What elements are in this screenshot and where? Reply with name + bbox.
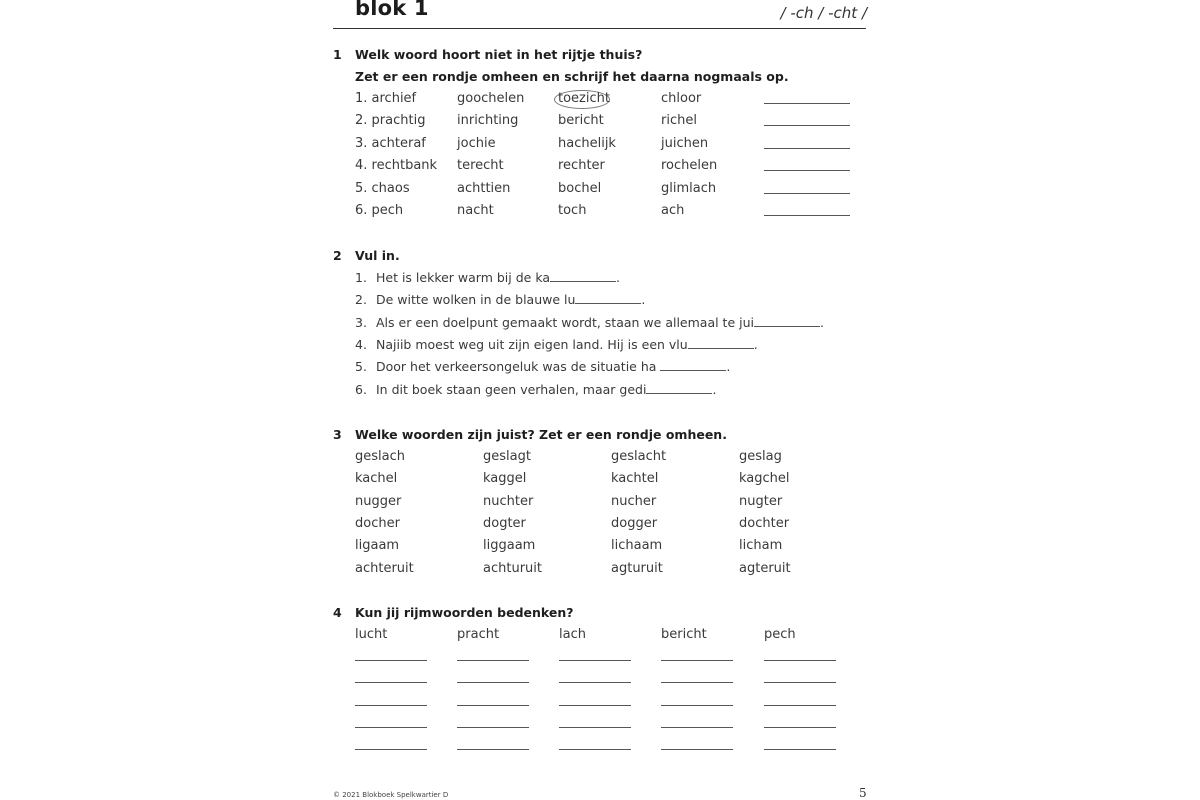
word-option[interactable]: nugter bbox=[739, 494, 783, 509]
rhyme-answer-line[interactable] bbox=[559, 660, 631, 661]
fill-in-sentence bbox=[376, 315, 824, 330]
word-option[interactable]: agteruit bbox=[739, 561, 791, 576]
word-item[interactable]: richel bbox=[661, 113, 697, 128]
rhyme-answer-line[interactable] bbox=[559, 727, 631, 728]
question-2-instruction: Vul in. bbox=[355, 248, 400, 263]
fill-in-blank[interactable] bbox=[575, 293, 641, 304]
word-item[interactable]: glimlach bbox=[661, 181, 717, 196]
sentence-text: Als er een doelpunt gemaakt wordt, staan we allemaal te jui bbox=[376, 315, 754, 330]
answer-line[interactable] bbox=[764, 215, 850, 216]
word-item[interactable]: goochelen bbox=[457, 91, 525, 106]
sentence-text: Het is lekker warm bij de ka bbox=[376, 270, 551, 285]
word-option[interactable]: nugger bbox=[355, 494, 402, 509]
rhyme-word: pech bbox=[764, 627, 796, 642]
spelling-theme: / -ch / -cht / bbox=[780, 4, 867, 22]
question-2-number: 2 bbox=[333, 248, 342, 263]
word-option[interactable]: nucher bbox=[611, 494, 657, 509]
sentence-end: . bbox=[726, 359, 731, 374]
word-option[interactable]: lichaam bbox=[611, 538, 663, 553]
word-option[interactable]: kachtel bbox=[611, 471, 659, 486]
question-1-instruction: Welk woord hoort niet in het rijtje thuis? bbox=[355, 47, 643, 62]
fill-in-sentence bbox=[376, 270, 620, 285]
word-item[interactable]: terecht bbox=[457, 158, 504, 173]
sentence-number: 2. bbox=[355, 292, 367, 307]
sentence-end: . bbox=[641, 292, 646, 307]
word-item-numbered[interactable]: 3. achteraf bbox=[355, 136, 426, 151]
sentence-number: 3. bbox=[355, 315, 367, 330]
rhyme-answer-line[interactable] bbox=[355, 660, 427, 661]
word-option[interactable]: nuchter bbox=[483, 494, 534, 509]
rhyme-answer-line[interactable] bbox=[559, 749, 631, 750]
answer-line[interactable] bbox=[764, 148, 850, 149]
rhyme-word: lucht bbox=[355, 627, 388, 642]
word-item[interactable]: ach bbox=[661, 203, 685, 218]
word-item[interactable]: inrichting bbox=[457, 113, 519, 128]
question-1-instruction-2: Zet er een rondje omheen en schrijf het daarna nogmaals op. bbox=[355, 69, 789, 84]
rhyme-answer-line[interactable] bbox=[355, 749, 427, 750]
sentence-end: . bbox=[753, 337, 758, 352]
word-item-numbered[interactable]: 5. chaos bbox=[355, 181, 410, 196]
word-option[interactable]: dochter bbox=[739, 516, 790, 531]
rhyme-answer-line[interactable] bbox=[764, 705, 836, 706]
word-item[interactable]: nacht bbox=[457, 203, 494, 218]
sentence-text: Door het verkeersongeluk was de situatie ha bbox=[376, 359, 661, 374]
word-item-numbered[interactable]: 4. rechtbank bbox=[355, 158, 438, 173]
sentence-number: 4. bbox=[355, 337, 367, 352]
sentence-number: 1. bbox=[355, 270, 367, 285]
question-4-instruction: Kun jij rijmwoorden bedenken? bbox=[355, 605, 574, 620]
rhyme-answer-line[interactable] bbox=[355, 727, 427, 728]
sentence-end: . bbox=[616, 270, 620, 285]
word-option[interactable]: agturuit bbox=[611, 561, 663, 576]
word-item[interactable]: chloor bbox=[661, 91, 702, 106]
word-item[interactable]: hachelijk bbox=[558, 136, 616, 151]
rhyme-answer-line[interactable] bbox=[559, 682, 631, 683]
fill-in-sentence bbox=[376, 382, 716, 397]
word-option[interactable]: geslag bbox=[739, 449, 782, 464]
sentence-end: . bbox=[712, 382, 717, 397]
fill-in-blank[interactable] bbox=[754, 316, 820, 327]
rhyme-answer-line[interactable] bbox=[764, 682, 836, 683]
rhyme-answer-line[interactable] bbox=[764, 660, 836, 661]
rhyme-answer-line[interactable] bbox=[661, 727, 733, 728]
answer-line[interactable] bbox=[764, 193, 850, 194]
fill-in-blank[interactable] bbox=[660, 360, 726, 371]
question-4-number: 4 bbox=[333, 605, 342, 620]
sentence-number: 5. bbox=[355, 359, 367, 374]
word-option[interactable]: achturuit bbox=[483, 561, 542, 576]
rhyme-answer-line[interactable] bbox=[457, 727, 529, 728]
sentence-text: Najiib moest weg uit zijn eigen land. Hij is een vlu bbox=[376, 337, 688, 352]
question-1-number: 1 bbox=[333, 47, 342, 62]
sentence-end: . bbox=[820, 315, 824, 330]
word-item[interactable]: toezicht bbox=[558, 91, 610, 106]
word-option[interactable]: kachel bbox=[355, 471, 398, 486]
rhyme-answer-line[interactable] bbox=[764, 749, 836, 750]
word-option[interactable]: licham bbox=[739, 538, 783, 553]
rhyme-answer-line[interactable] bbox=[661, 660, 733, 661]
word-option[interactable]: kaggel bbox=[483, 471, 527, 486]
word-item[interactable]: bericht bbox=[558, 113, 604, 128]
word-item[interactable]: rechter bbox=[558, 158, 605, 173]
word-item-numbered[interactable]: 2. prachtig bbox=[355, 113, 426, 128]
rhyme-word: pracht bbox=[457, 627, 500, 642]
copyright-footer: © 2021 Blokboek Spelkwartier D bbox=[333, 791, 449, 799]
word-option[interactable]: docher bbox=[355, 516, 400, 531]
answer-line[interactable] bbox=[764, 170, 850, 171]
word-item[interactable]: rochelen bbox=[661, 158, 718, 173]
question-3-number: 3 bbox=[333, 427, 342, 442]
word-option[interactable]: geslacht bbox=[611, 449, 667, 464]
word-item[interactable]: bochel bbox=[558, 181, 602, 196]
fill-in-sentence bbox=[376, 359, 730, 374]
word-option[interactable]: achteruit bbox=[355, 561, 414, 576]
fill-in-sentence bbox=[376, 337, 758, 352]
word-item-numbered[interactable]: 6. pech bbox=[355, 203, 404, 218]
rhyme-answer-line[interactable] bbox=[457, 660, 529, 661]
answer-line[interactable] bbox=[764, 125, 850, 126]
rhyme-answer-line[interactable] bbox=[457, 705, 529, 706]
sentence-number: 6. bbox=[355, 382, 367, 397]
question-3-instruction: Welke woorden zijn juist? Zet er een rondje omheen. bbox=[355, 427, 727, 442]
fill-in-blank[interactable] bbox=[550, 271, 616, 282]
rhyme-answer-line[interactable] bbox=[764, 727, 836, 728]
word-option[interactable]: liggaam bbox=[483, 538, 536, 553]
rhyme-answer-line[interactable] bbox=[457, 682, 529, 683]
fill-in-blank[interactable] bbox=[688, 338, 754, 349]
word-item[interactable]: juichen bbox=[661, 136, 709, 151]
word-item[interactable]: achttien bbox=[457, 181, 511, 196]
rhyme-answer-line[interactable] bbox=[355, 682, 427, 683]
page-title: blok 1 bbox=[355, 0, 429, 20]
rhyme-answer-line[interactable] bbox=[559, 705, 631, 706]
answer-line[interactable] bbox=[764, 103, 850, 104]
rhyme-answer-line[interactable] bbox=[661, 705, 733, 706]
rhyme-answer-line[interactable] bbox=[661, 682, 733, 683]
word-option[interactable]: geslagt bbox=[483, 449, 531, 464]
sentence-text: De witte wolken in de blauwe lu bbox=[376, 292, 576, 307]
sentence-text: In dit boek staan geen verhalen, maar gedi bbox=[376, 382, 647, 397]
word-option[interactable]: geslach bbox=[355, 449, 405, 464]
word-item-numbered[interactable]: 1. archief bbox=[355, 91, 417, 106]
fill-in-blank[interactable] bbox=[646, 383, 712, 394]
rhyme-word: bericht bbox=[661, 627, 707, 642]
word-item[interactable]: jochie bbox=[457, 136, 496, 151]
word-option[interactable]: dogger bbox=[611, 516, 658, 531]
rhyme-answer-line[interactable] bbox=[661, 749, 733, 750]
word-option[interactable]: ligaam bbox=[355, 538, 400, 553]
word-item[interactable]: toch bbox=[558, 203, 587, 218]
fill-in-sentence bbox=[376, 292, 645, 307]
rhyme-answer-line[interactable] bbox=[355, 705, 427, 706]
word-option[interactable]: dogter bbox=[483, 516, 526, 531]
rhyme-word: lach bbox=[559, 627, 586, 642]
rhyme-answer-line[interactable] bbox=[457, 749, 529, 750]
header-divider bbox=[333, 28, 866, 29]
word-option[interactable]: kagchel bbox=[739, 471, 790, 486]
page-number: 5 bbox=[859, 786, 867, 800]
